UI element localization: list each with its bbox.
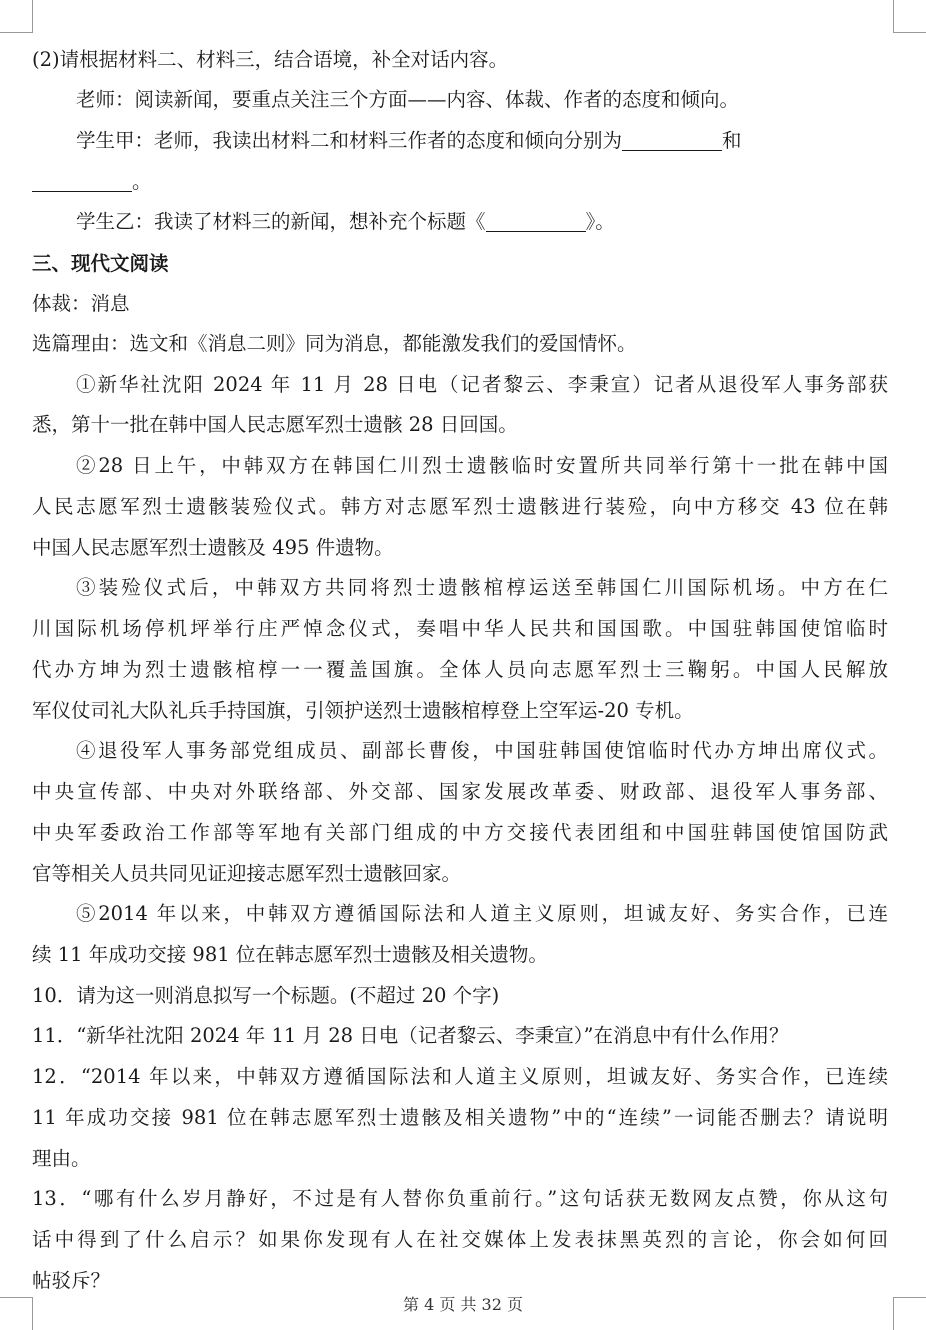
paragraph-3-line: ③装殓仪式后，中韩双方共同将烈士遗骸棺椁运送至韩国仁川国际机场。中方在仁 [76,576,888,599]
paragraph-4-line: ④退役军人事务部党组成员、副部长曹俊，中国驻韩国使馆临时代办方坤出席仪式。 [76,739,888,762]
paragraph-3-line: 代办方坤为烈士遗骸棺椁一一覆盖国旗。全体人员向志愿军烈士三鞠躬。中国人民解放 [32,658,888,681]
student-b-end: 》。 [585,210,615,233]
question-12-line: 12．“2014 年以来，中韩双方遵循国际法和人道主义原则，坦诚友好、务实合作，已连续 [32,1065,888,1088]
teacher-dialogue: 老师：阅读新闻，要重点关注三个方面——内容、体裁、作者的态度和倾向。 [76,88,740,111]
paragraph-2-line: ②28 日上午，中韩双方在韩国仁川烈士遗骸临时安置所共同举行第十一批在韩中国 [76,454,888,477]
section-heading: 三、现代文阅读 [32,252,169,275]
question-2-prompt: (2)请根据材料二、材料三，结合语境，补全对话内容。 [32,48,509,71]
paragraph-4-line: 中央宣传部、中央对外联络部、外交部、国家发展改革委、财政部、退役军人事务部、 [32,780,888,803]
paragraph-4-line: 官等相关人员共同见证迎接志愿军烈士遗骸回家。 [32,862,462,885]
paragraph-3-line: 川国际机场停机坪举行庄严悼念仪式，奏唱中华人民共和国国歌。中国驻韩国使馆临时 [32,617,888,640]
student-b-dialogue [76,208,615,236]
student-a-dialogue-cont [32,168,152,196]
page-footer: 第 4 页 共 32 页 [403,1295,523,1314]
student-a-and: 和 [722,129,742,152]
student-a-end: 。 [132,170,152,193]
genre-line: 体裁：消息 [32,292,130,315]
paragraph-5-line: 续 11 年成功交接 981 位在韩志愿军烈士遗骸及相关遗物。 [32,943,548,966]
answer-blank-2[interactable] [32,169,132,192]
paragraph-2-line: 中国人民志愿军烈士遗骸及 495 件遗物。 [32,536,394,559]
selection-reason: 选篇理由：选文和《消息二则》同为消息，都能激发我们的爱国情怀。 [32,332,637,355]
answer-blank-3[interactable] [486,209,586,232]
paragraph-1-line: 悉，第十一批在韩中国人民志愿军烈士遗骸 28 日回国。 [32,413,518,436]
paragraph-4-line: 中央军委政治工作部等军地有关部门组成的中方交接代表团组和中国驻韩国使馆国防武 [32,821,888,844]
crop-mark-top-right [893,0,926,33]
question-12-line: 11 年成功交接 981 位在韩志愿军烈士遗骸及相关遗物”中的“连续”一词能否删去？请说明 [32,1106,888,1129]
paragraph-3-line: 军仪仗司礼大队礼兵手持国旗，引领护送烈士遗骸棺椁登上空军运-20 专机。 [32,699,694,722]
question-10: 10．请为这一则消息拟写一个标题。(不超过 20 个字) [32,984,500,1007]
crop-mark-top-left [0,0,33,33]
question-13-line: 13．“哪有什么岁月静好，不过是有人替你负重前行。”这句话获无数网友点赞，你从这句 [32,1187,888,1210]
paragraph-2-line: 人民志愿军烈士遗骸装殓仪式。韩方对志愿军烈士遗骸进行装殓，向中方移交 43 位在韩 [32,495,888,518]
student-b-text: 学生乙：我读了材料三的新闻，想补充个标题《 [76,210,486,233]
question-12-line: 理由。 [32,1147,91,1170]
paragraph-1-line: ①新华社沈阳 2024 年 11 月 28 日电（记者黎云、李秉宣）记者从退役军人事务部获 [76,373,888,396]
student-a-text: 学生甲：老师，我读出材料二和材料三作者的态度和倾向分别为 [76,129,623,152]
student-a-dialogue [76,127,742,155]
paragraph-5-line: ⑤2014 年以来，中韩双方遵循国际法和人道主义原则，坦诚友好、务实合作，已连 [76,902,888,925]
question-13-line: 话中得到了什么启示？如果你发现有人在社交媒体上发表抹黑英烈的言论，你会如何回 [32,1228,888,1251]
question-13-line: 帖驳斥？ [32,1269,111,1292]
question-11: 11．“新华社沈阳 2024 年 11 月 28 日电（记者黎云、李秉宣）”在消息中有什么作用？ [32,1024,789,1047]
answer-blank-1[interactable] [622,128,722,151]
